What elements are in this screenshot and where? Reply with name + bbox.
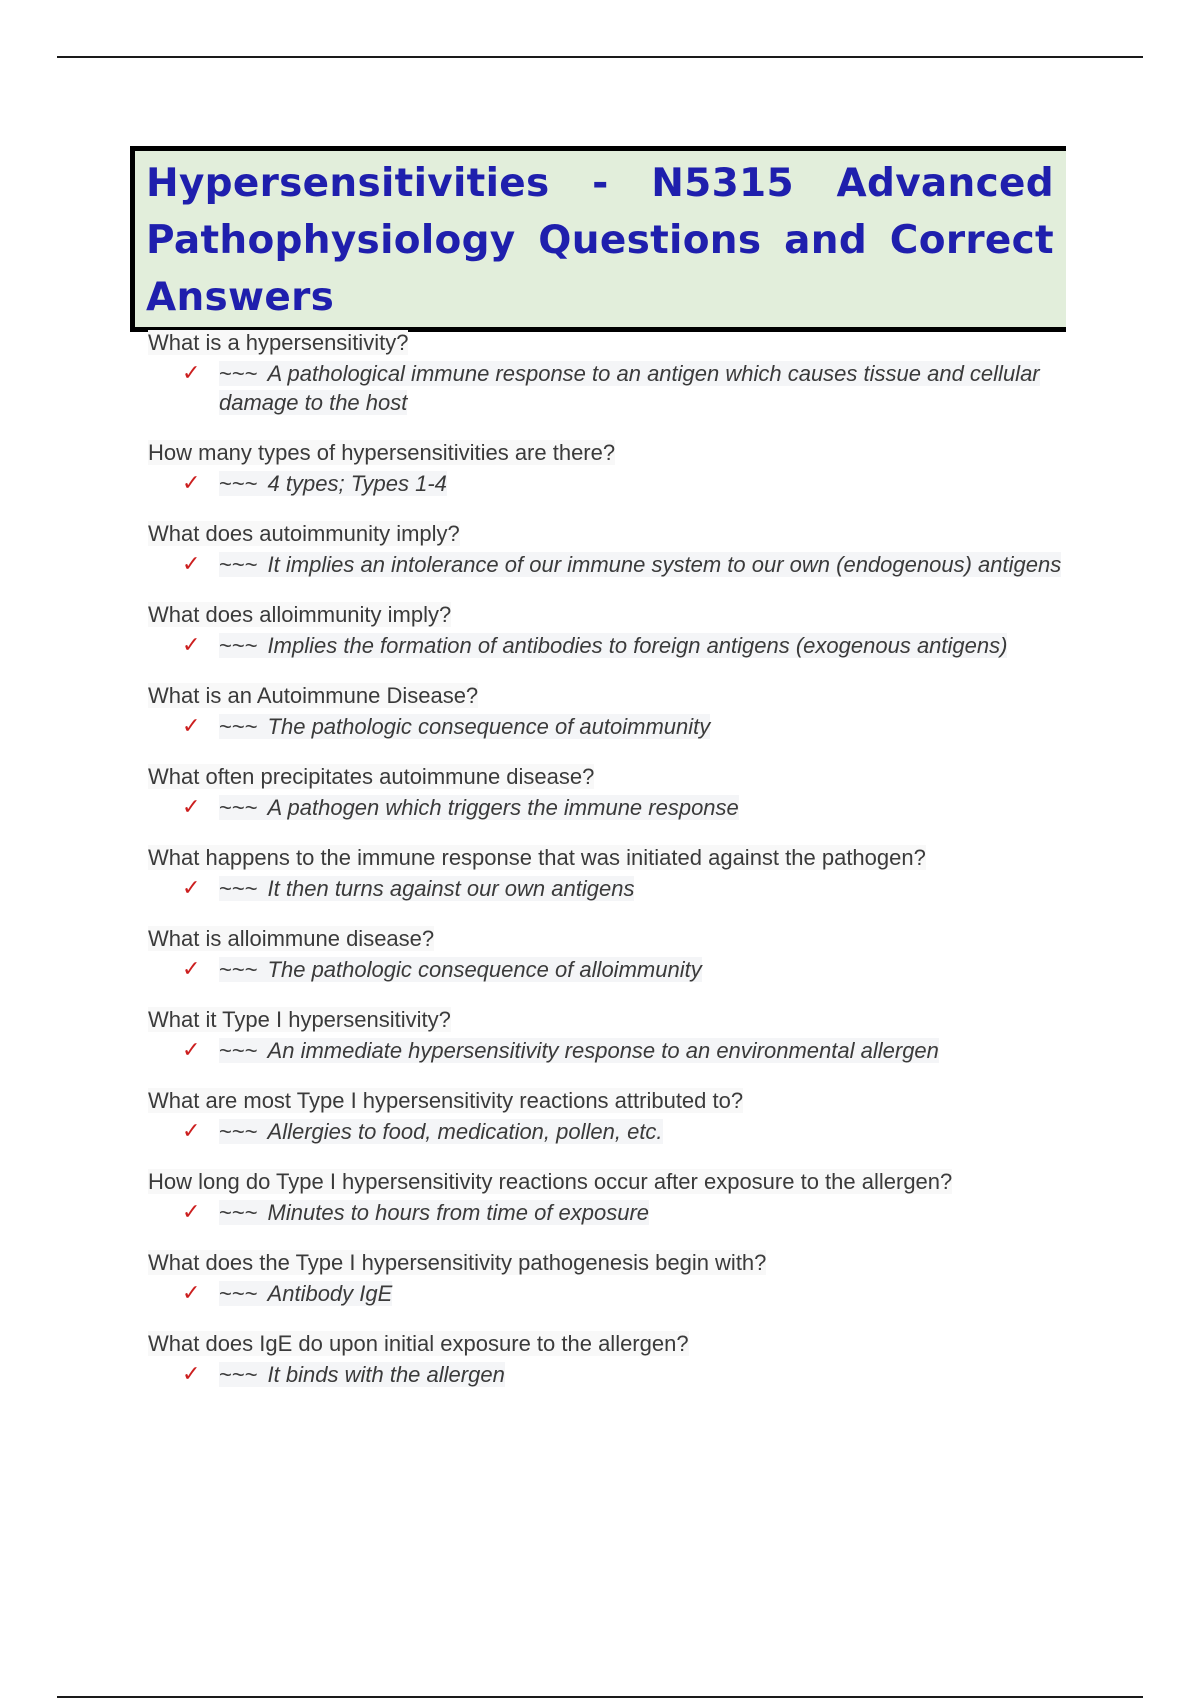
question-text: What does alloimmunity imply? — [148, 602, 452, 627]
answer-text: ~~~ The pathologic consequence of alloimmunity — [219, 957, 702, 982]
qa-item — [146, 1329, 1066, 1389]
answer-text: ~~~ A pathogen which triggers the immune response — [219, 795, 739, 820]
answer-prefix: ~~~ — [219, 633, 258, 658]
question-text: What is a hypersensitivity? — [148, 330, 409, 355]
answer-text: ~~~ A pathological immune response to an antigen which causes tissue and cellular damage to the host — [219, 361, 1040, 415]
qa-item — [146, 762, 1066, 822]
page-title: Hypersensitivities - N5315 Advanced Pathophysiology Questions and Correct Answers — [146, 161, 1054, 320]
check-icon: ✓ — [182, 1200, 201, 1225]
answer-prefix: ~~~ — [219, 361, 258, 386]
question-text: How many types of hypersensitivities are there? — [148, 440, 616, 465]
answer-prefix: ~~~ — [219, 471, 258, 496]
answer-row — [146, 1117, 1066, 1146]
answer-text: ~~~ 4 types; Types 1-4 — [219, 471, 447, 496]
qa-item — [146, 519, 1066, 579]
question-text: What does IgE do upon initial exposure to the allergen? — [148, 1331, 689, 1356]
answer-prefix: ~~~ — [219, 1119, 258, 1144]
question-text: What is an Autoimmune Disease? — [148, 683, 479, 708]
check-icon: ✓ — [182, 1362, 201, 1387]
qa-item — [146, 1086, 1066, 1146]
answer-row — [146, 1036, 1066, 1065]
check-icon: ✓ — [182, 1119, 201, 1144]
answer-row — [146, 550, 1066, 579]
qa-item — [146, 600, 1066, 660]
check-icon: ✓ — [182, 876, 201, 901]
answer-prefix: ~~~ — [219, 957, 258, 982]
bottom-rule — [57, 1696, 1143, 1698]
answer-prefix: ~~~ — [219, 795, 258, 820]
answer-text: ~~~ An immediate hypersensitivity response to an environmental allergen — [219, 1038, 939, 1063]
question-text: What it Type I hypersensitivity? — [148, 1007, 451, 1032]
qa-item — [146, 924, 1066, 984]
check-icon: ✓ — [182, 795, 201, 820]
qa-item — [146, 328, 1066, 417]
question-text: What does autoimmunity imply? — [148, 521, 460, 546]
check-icon: ✓ — [182, 361, 201, 386]
answer-text: ~~~ It binds with the allergen — [219, 1362, 505, 1387]
answer-row — [146, 1198, 1066, 1227]
top-rule — [57, 56, 1143, 58]
answer-text: ~~~ Implies the formation of antibodies to foreign antigens (exogenous antigens) — [219, 633, 1008, 658]
check-icon: ✓ — [182, 957, 201, 982]
answer-prefix: ~~~ — [219, 1200, 258, 1225]
qa-item — [146, 1248, 1066, 1308]
answer-row — [146, 1360, 1066, 1389]
answer-prefix: ~~~ — [219, 1362, 258, 1387]
answer-prefix: ~~~ — [219, 1281, 258, 1306]
answer-prefix: ~~~ — [219, 1038, 258, 1063]
answer-row — [146, 1279, 1066, 1308]
check-icon: ✓ — [182, 714, 201, 739]
answer-prefix: ~~~ — [219, 876, 258, 901]
qa-item — [146, 843, 1066, 903]
answer-prefix: ~~~ — [219, 714, 258, 739]
qa-item — [146, 681, 1066, 741]
question-text: What happens to the immune response that was initiated against the pathogen? — [148, 845, 926, 870]
question-text: How long do Type I hypersensitivity reactions occur after exposure to the allergen? — [148, 1169, 953, 1194]
answer-row — [146, 631, 1066, 660]
answer-row — [146, 469, 1066, 498]
answer-prefix: ~~~ — [219, 552, 258, 577]
question-text: What are most Type I hypersensitivity reactions attributed to? — [148, 1088, 744, 1113]
answer-row — [146, 874, 1066, 903]
answer-text: ~~~ Antibody IgE — [219, 1281, 393, 1306]
check-icon: ✓ — [182, 471, 201, 496]
answer-text: ~~~ It then turns against our own antigens — [219, 876, 635, 901]
check-icon: ✓ — [182, 552, 201, 577]
answer-row — [146, 955, 1066, 984]
answer-row — [146, 712, 1066, 741]
answer-row — [146, 359, 1066, 417]
answer-text: ~~~ Minutes to hours from time of exposure — [219, 1200, 650, 1225]
qa-list — [146, 328, 1066, 1410]
answer-row — [146, 793, 1066, 822]
question-text: What does the Type I hypersensitivity pathogenesis begin with? — [148, 1250, 767, 1275]
answer-text: ~~~ Allergies to food, medication, pollen, etc. — [219, 1119, 663, 1144]
answer-text: ~~~ It implies an intolerance of our immune system to our own (endogenous) antigens — [219, 552, 1062, 577]
qa-item — [146, 1167, 1066, 1227]
qa-item — [146, 438, 1066, 498]
check-icon: ✓ — [182, 1038, 201, 1063]
qa-item — [146, 1005, 1066, 1065]
question-text: What often precipitates autoimmune disease? — [148, 764, 595, 789]
check-icon: ✓ — [182, 633, 201, 658]
question-text: What is alloimmune disease? — [148, 926, 435, 951]
answer-text: ~~~ The pathologic consequence of autoimmunity — [219, 714, 711, 739]
check-icon: ✓ — [182, 1281, 201, 1306]
